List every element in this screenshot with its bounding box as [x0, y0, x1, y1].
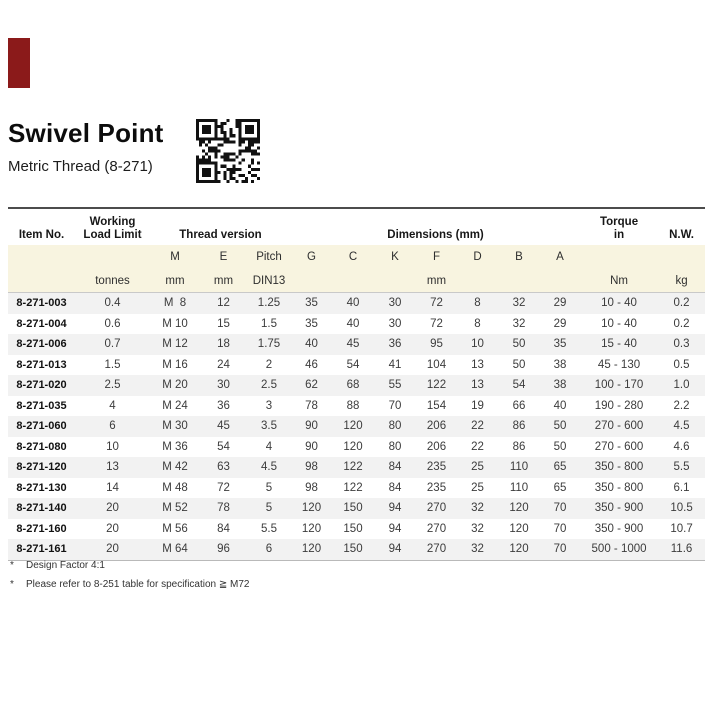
footnotes: [10, 556, 250, 594]
cell-d: 32: [471, 502, 484, 515]
cell-b: 50: [512, 358, 526, 371]
cell-e: 18: [217, 338, 230, 351]
footnote-spec-reference: * Please refer to 8-251 table for specification ≧ M72: [10, 575, 250, 594]
cell-b: 54: [512, 379, 526, 392]
cell-torque: 10 - 40: [601, 297, 637, 310]
cell-f: 270: [426, 522, 447, 535]
cell-d: 13: [471, 379, 484, 392]
cell-f: 206: [426, 420, 447, 433]
cell-a: 70: [540, 539, 580, 560]
table-group-header-row: [8, 208, 705, 245]
table-row: [8, 334, 705, 355]
cell-pitch: 3.5: [261, 420, 277, 433]
cell-pitch: 1.25: [257, 297, 281, 310]
cell-wll: 10: [106, 440, 119, 453]
cell-d: 32: [457, 539, 498, 560]
cell-g: 98: [305, 481, 318, 494]
table-row: [8, 314, 705, 335]
cell-nw: 0.2: [673, 297, 690, 310]
cell-pitch: 5: [265, 481, 273, 494]
cell-b: 50: [512, 338, 526, 351]
cell-f: 206: [426, 440, 447, 453]
cell-k: 41: [388, 358, 402, 371]
table-row: [8, 375, 705, 396]
col-header-item-no: Item No.: [18, 229, 65, 241]
cell-b: 86: [512, 440, 526, 453]
cell-wll: 14: [106, 481, 119, 494]
table-row: [8, 519, 705, 540]
subheader-pitch: Pitch: [256, 251, 282, 263]
cell-k: 94: [388, 522, 402, 535]
cell-m: M 12: [162, 338, 188, 351]
cell-f: 270: [416, 539, 457, 560]
unit-e: mm: [200, 269, 247, 293]
cell-d: 19: [471, 399, 484, 412]
cell-c: 122: [343, 481, 363, 494]
cell-f: 235: [426, 461, 447, 474]
cell-m: M 48: [162, 481, 188, 494]
subheader-k: K: [391, 251, 399, 263]
cell-e: 84: [217, 522, 230, 535]
cell-c: 68: [346, 379, 360, 392]
cell-wll: 0.4: [104, 297, 121, 310]
cell-nw: 1.0: [673, 379, 690, 392]
cell-d: 8: [474, 297, 481, 310]
cell-pitch: 5: [265, 502, 273, 515]
cell-g: 46: [305, 358, 318, 371]
cell-a: 70: [553, 502, 567, 515]
cell-m: M 24: [162, 399, 188, 412]
table-row: [8, 478, 705, 499]
cell-d: 25: [471, 461, 484, 474]
cell-e: 54: [217, 440, 230, 453]
cell-item: 8-271-120: [16, 461, 67, 474]
cell-pitch: 1.5: [261, 317, 277, 330]
cell-nw: 11.6: [658, 539, 705, 560]
cell-wll: 0.6: [104, 317, 121, 330]
cell-k: 30: [388, 297, 402, 310]
cell-k: 36: [388, 338, 402, 351]
cell-m: M 8: [163, 297, 187, 310]
cell-b: 110: [509, 481, 529, 494]
cell-torque: 350 - 800: [594, 461, 644, 474]
cell-c: 150: [343, 502, 363, 515]
cell-nw: 0.3: [673, 338, 690, 351]
cell-torque: 350 - 900: [594, 522, 644, 535]
cell-torque: 45 - 130: [597, 358, 641, 371]
cell-nw: 4.6: [673, 440, 690, 453]
cell-c: 54: [346, 358, 360, 371]
cell-m: M 64: [150, 539, 200, 560]
cell-g: 120: [301, 522, 322, 535]
footnote-marker: *: [10, 579, 14, 590]
cell-k: 80: [388, 440, 402, 453]
cell-d: 13: [471, 358, 484, 371]
subheader-c: C: [348, 251, 358, 263]
cell-pitch: 2.5: [261, 379, 277, 392]
cell-d: 25: [471, 481, 484, 494]
cell-g: 40: [305, 338, 318, 351]
cell-nw: 4.5: [673, 420, 690, 433]
cell-g: 120: [291, 539, 332, 560]
cell-f: 104: [426, 358, 447, 371]
cell-nw: 10.7: [670, 522, 693, 535]
cell-pitch: 3: [265, 399, 273, 412]
cell-m: M 36: [162, 440, 188, 453]
cell-torque: 10 - 40: [601, 317, 637, 330]
cell-wll: 6: [109, 420, 116, 433]
cell-k: 94: [374, 539, 416, 560]
cell-wll: 13: [106, 461, 119, 474]
cell-f: 270: [426, 502, 447, 515]
cell-a: 50: [553, 440, 567, 453]
cell-pitch: 2: [265, 358, 273, 371]
cell-torque: 350 - 800: [594, 481, 644, 494]
cell-k: 80: [388, 420, 402, 433]
cell-f: 122: [426, 379, 447, 392]
cell-nw: 6.1: [673, 481, 690, 494]
page-subtitle: Metric Thread (8-271): [8, 158, 153, 175]
cell-wll: 2.5: [104, 379, 121, 392]
subheader-e: E: [219, 251, 228, 263]
cell-e: 78: [217, 502, 230, 515]
cell-c: 150: [343, 522, 363, 535]
cell-item: 8-271-060: [16, 420, 67, 433]
cell-k: 84: [388, 461, 402, 474]
cell-c: 120: [343, 420, 363, 433]
cell-a: 38: [553, 379, 567, 392]
cell-torque: 15 - 40: [601, 338, 637, 351]
cell-b: 110: [509, 461, 529, 474]
cell-f: 154: [426, 399, 447, 412]
cell-g: 98: [305, 461, 318, 474]
subheader-g: G: [307, 251, 316, 263]
cell-f: 95: [430, 338, 443, 351]
col-header-working-load-limit: Working Load Limit: [83, 216, 142, 241]
col-header-nw: N.W.: [669, 229, 694, 241]
cell-d: 32: [471, 522, 484, 535]
cell-d: 22: [471, 420, 484, 433]
cell-b: 86: [512, 420, 526, 433]
cell-g: 120: [301, 502, 322, 515]
cell-nw: 2.2: [673, 399, 690, 412]
cell-k: 30: [388, 317, 402, 330]
cell-e: 30: [217, 379, 230, 392]
cell-e: 96: [200, 539, 247, 560]
unit-pitch: DIN13: [247, 269, 291, 293]
cell-g: 35: [305, 317, 318, 330]
cell-item: 8-271-004: [16, 317, 67, 330]
cell-c: 40: [346, 297, 360, 310]
table-row: [8, 396, 705, 417]
cell-c: 45: [346, 338, 360, 351]
cell-b: 120: [509, 502, 529, 515]
section-tab: [8, 38, 30, 88]
table-row: [8, 437, 705, 458]
subheader-m: M: [170, 251, 180, 263]
cell-torque: 270 - 600: [594, 420, 644, 433]
cell-e: 45: [217, 420, 230, 433]
cell-item: 8-271-020: [16, 379, 67, 392]
table-units-row: [8, 269, 705, 293]
cell-nw: 5.5: [673, 461, 690, 474]
cell-e: 63: [217, 461, 230, 474]
cell-a: 50: [553, 420, 567, 433]
cell-a: 38: [553, 358, 567, 371]
cell-a: 29: [553, 297, 567, 310]
cell-m: M 16: [162, 358, 188, 371]
cell-nw: 10.5: [670, 502, 693, 515]
cell-c: 120: [343, 440, 363, 453]
cell-f: 72: [430, 317, 443, 330]
cell-m: M 56: [162, 522, 188, 535]
unit-dims: mm: [416, 269, 457, 293]
cell-torque: 190 - 280: [594, 399, 644, 412]
cell-torque: 500 - 1000: [580, 539, 658, 560]
cell-k: 94: [388, 502, 402, 515]
cell-item: 8-271-006: [16, 338, 67, 351]
cell-g: 90: [305, 440, 318, 453]
cell-b: 120: [509, 522, 529, 535]
cell-b: 32: [512, 317, 526, 330]
spec-table: [8, 207, 705, 561]
cell-wll: 1.5: [104, 358, 121, 371]
cell-f: 235: [426, 481, 447, 494]
cell-g: 78: [305, 399, 318, 412]
unit-wll: tonnes: [75, 269, 150, 293]
table-row: [8, 416, 705, 437]
subheader-b: B: [515, 251, 523, 263]
col-header-dimensions: Dimensions (mm): [387, 229, 484, 241]
cell-b: 120: [498, 539, 540, 560]
cell-a: 40: [553, 399, 567, 412]
unit-m: mm: [150, 269, 200, 293]
subheader-f: F: [432, 251, 441, 263]
unit-torque: Nm: [580, 269, 658, 293]
col-header-thread-version: Thread version: [179, 229, 262, 241]
cell-d: 8: [474, 317, 481, 330]
cell-nw: 0.2: [673, 317, 690, 330]
cell-m: M 52: [162, 502, 188, 515]
cell-torque: 270 - 600: [594, 440, 644, 453]
cell-pitch: 4: [265, 440, 273, 453]
qr-code-icon: [196, 119, 260, 183]
cell-e: 72: [217, 481, 230, 494]
table-row: [8, 457, 705, 478]
cell-item: 8-271-160: [16, 522, 67, 535]
table-subheader-row: [8, 245, 705, 269]
cell-e: 12: [217, 297, 230, 310]
cell-pitch: 5.5: [261, 522, 277, 535]
cell-g: 62: [305, 379, 318, 392]
cell-d: 22: [471, 440, 484, 453]
cell-e: 36: [217, 399, 230, 412]
footnote-design-factor: * Design Factor 4:1: [10, 556, 250, 575]
cell-item: 8-271-140: [16, 502, 67, 515]
cell-wll: 0.7: [104, 338, 121, 351]
footnote-marker: *: [10, 560, 14, 571]
page-title: Swivel Point: [8, 118, 164, 148]
cell-c: 88: [346, 399, 360, 412]
cell-pitch: 4.5: [261, 461, 277, 474]
cell-a: 65: [553, 461, 567, 474]
cell-wll: 20: [106, 522, 119, 535]
subheader-a: A: [556, 251, 564, 263]
cell-c: 122: [343, 461, 363, 474]
cell-wll: 4: [109, 399, 116, 412]
cell-a: 70: [553, 522, 567, 535]
cell-c: 150: [332, 539, 374, 560]
cell-pitch: 1.75: [257, 338, 281, 351]
unit-nw: kg: [658, 269, 705, 293]
cell-a: 65: [553, 481, 567, 494]
cell-wll: 20: [106, 502, 119, 515]
cell-k: 70: [388, 399, 402, 412]
cell-f: 72: [430, 297, 443, 310]
cell-a: 35: [553, 338, 567, 351]
cell-k: 55: [388, 379, 402, 392]
cell-m: M 10: [162, 317, 188, 330]
cell-item: 8-271-013: [16, 358, 67, 371]
cell-item: 8-271-130: [16, 481, 67, 494]
cell-d: 10: [471, 338, 484, 351]
subheader-d: D: [473, 251, 482, 263]
cell-g: 90: [305, 420, 318, 433]
cell-torque: 350 - 900: [594, 502, 644, 515]
cell-item: 8-271-161: [8, 539, 75, 560]
cell-b: 32: [512, 297, 526, 310]
cell-c: 40: [346, 317, 360, 330]
cell-k: 84: [388, 481, 402, 494]
cell-item: 8-271-080: [16, 440, 67, 453]
cell-b: 66: [512, 399, 526, 412]
table-row: [8, 498, 705, 519]
cell-e: 24: [217, 358, 230, 371]
cell-g: 35: [305, 297, 318, 310]
col-header-torque: Torque in: [599, 216, 639, 241]
cell-pitch: 6: [247, 539, 291, 560]
cell-item: 8-271-003: [16, 297, 67, 310]
cell-e: 15: [217, 317, 230, 330]
cell-wll: 20: [75, 539, 150, 560]
cell-torque: 100 - 170: [594, 379, 644, 392]
cell-m: M 42: [162, 461, 188, 474]
cell-m: M 30: [162, 420, 188, 433]
cell-item: 8-271-035: [16, 399, 67, 412]
cell-m: M 20: [162, 379, 188, 392]
cell-nw: 0.5: [673, 358, 690, 371]
table-row: [8, 355, 705, 376]
cell-a: 29: [553, 317, 567, 330]
table-row: [8, 293, 705, 314]
